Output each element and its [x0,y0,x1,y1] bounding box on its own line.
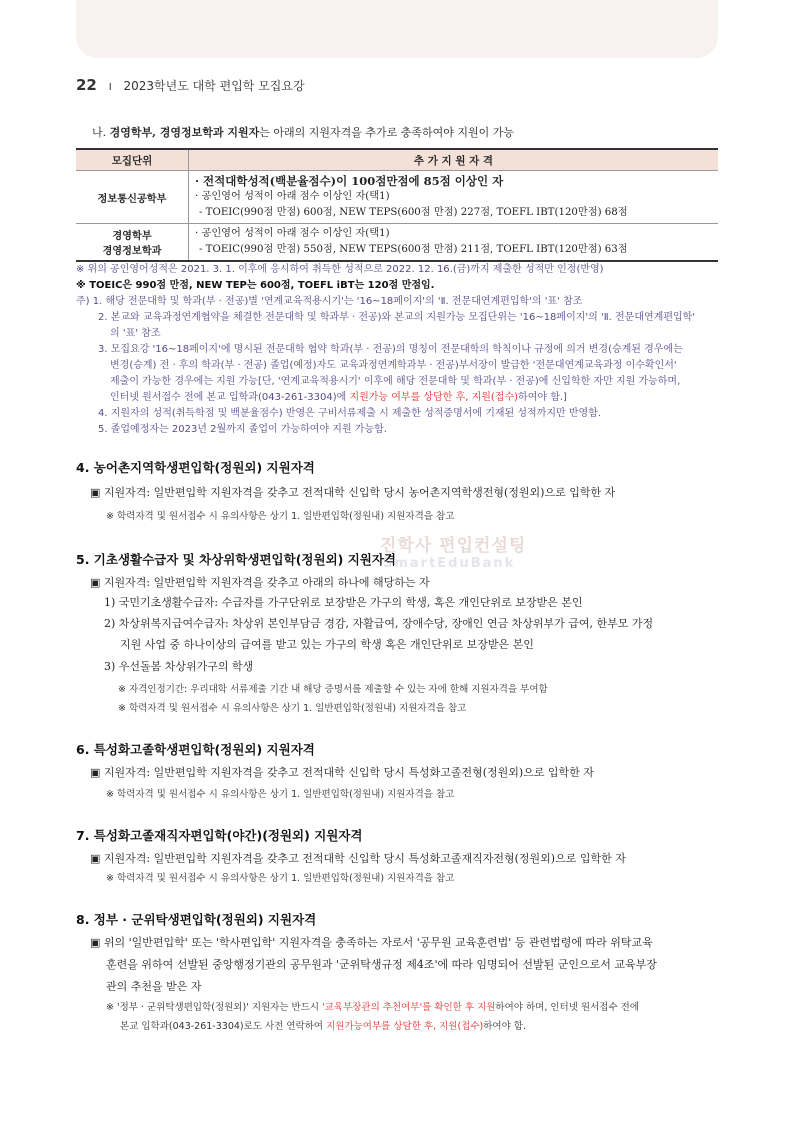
table-header-row [76,149,718,171]
section-title: 4. 농어촌지역학생편입학(정원외) 지원자격 [76,460,315,475]
watermark-sub: SmartEduBank [383,556,516,571]
footnote-line: 변경(승계) 전 · 후의 학과(부 · 전공) 졸업(예정)자도 교육과정연계학과부 · 전공)부서장이 발급한 '전문대연계교육과정 이수확인서' [110,360,677,371]
section-paragraph: 훈련을 위하여 선발된 중앙행정기관의 공무원과 '군위탁생규정 제4조'에 따라 임명되어 선발된 군인으로서 교육부장 [106,958,657,971]
section-note: ※ 자격인정기간: 우리대학 서류제출 기간 내 해당 증명서를 제출할 수 있는 자에 한해 지원자격을 부여함 [118,684,548,695]
footnote-highlight: 지원가능 여부를 상담한 후, 지원(접수) [349,392,519,403]
footnote-line: 5. 졸업예정자는 2023년 2월까지 졸업이 가능하여야 지원 가능함. [98,424,387,435]
unit-line: 경영정보학과 [102,245,162,257]
req-line: · 공인영어 성적이 아래 점수 이상인 자(택1) [195,228,390,239]
section-note: ※ 학력자격 및 원서접수 시 유의사항은 상기 1. 일반편입학(정원내) 지원자격을 참고 [106,789,455,800]
req-line: · 공인영어 성적이 아래 점수 이상인 자(택1) [195,191,390,202]
top-decorative-band [76,0,718,58]
footnote-text: 인터넷 원서접수 전에 본교 입학과(043-261-3304)에 [110,392,350,403]
section-note: ※ 학력자격 및 원서접수 시 유의사항은 상기 1. 일반편입학(정원내) 지원자격을 참고 [106,873,455,884]
note-text: 하여야 하며, 인터넷 원서접수 전에 [495,1002,639,1013]
footnote-line: 제출이 가능한 경우에는 지원 가능[단, '연계교육적용시기' 이후에 해당 전문대학 및 학과(부 · 전공)에 신입학한 자만 지원 가능하며, [110,376,681,387]
section-paragraph: ▣ 지원자격: 일반편입학 지원자격을 갖추고 아래의 하나에 해당하는 자 [90,576,430,589]
section-note: ※ 학력자격 및 원서접수 시 유의사항은 상기 1. 일반편입학(정원내) 지원자격을 참고 [106,511,455,522]
unit-line: 경영학부 [112,230,152,242]
requirements-cell [189,171,719,224]
section-paragraph: ▣ 위의 '일반편입학' 또는 '학사편입학' 지원자격을 충족하는 자로서 '공무원 교육훈련법' 등 관련법령에 따라 위탁교육 [90,936,653,949]
footnote-line: 주) 1. 해당 전문대학 및 학과(부 · 전공)별 '연계교육적용시기'는 '16~18페이지'의 'Ⅱ. 전문대연계편입학'의 '표' 참조 [76,296,583,307]
section-paragraph: ▣ 지원자격: 일반편입학 지원자격을 갖추고 전적대학 신입학 당시 농어촌지역학생전형(정원외)으로 입학한 자 [90,486,616,499]
section-paragraph: ▣ 지원자격: 일반편입학 지원자격을 갖추고 전적대학 신입학 당시 특성화고졸전형(정원외)으로 입학한 자 [90,766,594,779]
header-separator: I [108,82,112,93]
table-notes [76,262,726,438]
footnote-line [76,390,726,406]
unit-cell [76,224,189,262]
footnote-line: 2. 본교와 교육과정연계협약을 체결한 전문대학 및 학과부 · 전공)와 본교의 지원가능 모집단위는 '16~18페이지'의 'Ⅱ. 전문대연계편입학' [98,312,696,323]
intro-paragraph [92,124,514,140]
section-title: 7. 특성화고졸재직자편입학(야간)(정원외) 지원자격 [76,828,363,843]
intro-rest: 는 아래의 지원자격을 추가로 충족하여야 지원이 가능 [259,126,515,139]
requirements-cell [189,224,719,262]
list-item: 3) 우선돌봄 차상위가구의 학생 [104,660,254,673]
page-number: 22 [76,76,97,94]
section-note [106,999,639,1013]
req-line: - TOEIC(990점 만점) 600점, NEW TEPS(600점 만점) 227점, TOEFL IBT(120만점) 68점 [199,207,628,218]
note-line: ※ 위의 공인영어성적은 2021. 3. 1. 이후에 응시하여 취득한 성적으로 2022. 12. 16.(금)까지 제출한 성적만 인정(반영) [76,264,604,275]
note-highlight: 지원가능여부를 상담한 후, 지원(접수) [326,1021,484,1032]
section-note [120,1018,526,1032]
page-header [76,76,305,94]
intro-bold: 경영학부, 경영정보학과 지원자 [109,126,260,139]
section-title: 8. 정부 · 군위탁생편입학(정원외) 지원자격 [76,912,317,927]
section-title: 6. 특성화고졸학생편입학(정원외) 지원자격 [76,742,315,757]
footnote-text: 하여야 함.] [518,392,567,403]
header-requirements: 추 가 지 원 자 격 [189,149,719,171]
note-line: ※ TOEIC은 990점 만점, NEW TEP는 600점, TOEFL iBT는 120점 만점임. [76,280,435,291]
note-highlight: '교육부장관의 추천여부'를 확인한 후 지원 [322,1002,496,1013]
footnote-line: 3. 모집요강 '16~18페이지'에 명시된 전문대학 협약 학과(부 · 전공)의 명칭이 전문대학의 학칙이나 규정에 의거 변경(승계된 경우에는 [98,344,683,355]
section-title: 5. 기초생활수급자 및 차상위학생편입학(정원외) 지원자격 [76,552,397,567]
list-item: 지원 사업 중 하나이상의 급여를 받고 있는 가구의 학생 혹은 개인단위로 보장받은 본인 [120,638,534,651]
note-text: 본교 입학과(043-261-3304)로도 사전 연락하여 [120,1021,327,1032]
section-paragraph: 관의 추천을 받은 자 [106,980,202,993]
section-paragraph: ▣ 지원자격: 일반편입학 지원자격을 갖추고 전적대학 신입학 당시 특성화고졸재직자전형(정원외)으로 입학한 자 [90,852,626,865]
requirements-table [76,148,718,262]
table-row [76,224,718,262]
footnote-line: 4. 지원자의 성적(취득학점 및 백분율점수) 반영은 구비서류제출 시 제출한 성적증명서에 기재된 성적까지만 반영함. [98,408,602,419]
req-line: - TOEIC(990점 만점) 550점, NEW TEPS(600점 만점) 211점, TOEFL IBT(120만점) 63점 [199,244,628,255]
unit-cell: 정보통신공학부 [76,171,189,224]
list-item: 2) 차상위복지급여수급자: 차상위 본인부담금 경감, 자활급여, 장애수당, 장애인 연금 차상위부가 급여, 한부모 가정 [104,617,654,630]
table-row [76,171,718,224]
footnote-line: 의 '표' 참조 [110,328,161,339]
note-text: ※ '정부 · 군위탁생편입학(정원외)' 지원자는 반드시 [106,1002,323,1013]
note-text: 하여야 함. [483,1021,526,1032]
watermark: 진학사 편입컨설팅 [380,536,527,556]
list-item: 1) 국민기초생활수급자: 수급자를 가구단위로 보장받은 가구의 학생, 혹은 개인단위로 보장받은 본인 [104,596,583,609]
req-line: · 전적대학성적(백분율점수)이 100점만점에 85점 이상인 자 [195,174,504,188]
document-title: 2023학년도 대학 편입학 모집요강 [123,79,305,93]
header-unit: 모집단위 [76,149,189,171]
intro-prefix: 나. [92,126,110,139]
section-note: ※ 학력자격 및 원서접수 시 유의사항은 상기 1. 일반편입학(정원내) 지원자격을 참고 [118,703,467,714]
